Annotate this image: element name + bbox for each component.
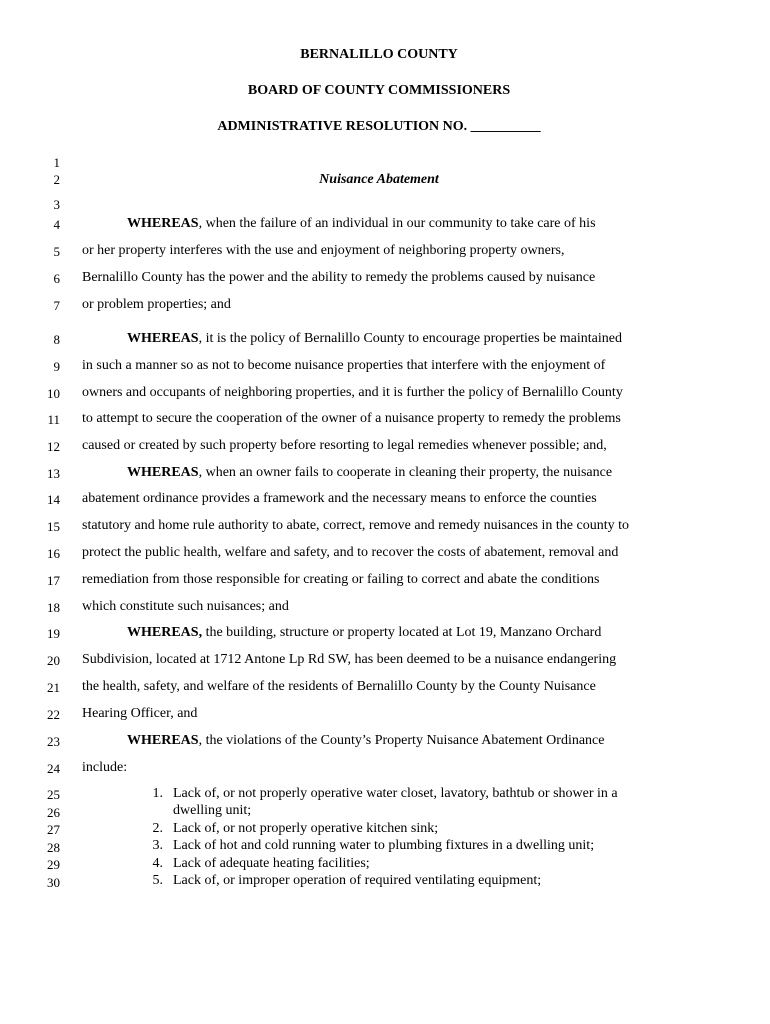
line-number: 22: [47, 707, 60, 722]
body-line: Bernalillo County has the power and the ability to remedy the problems caused by nuisance: [82, 270, 596, 285]
line-number: 18: [47, 600, 60, 615]
body-line: statutory and home rule authority to abate, correct, remove and remedy nuisances in the county to: [82, 518, 629, 533]
body-line: Subdivision, located at 1712 Antone Lp Rd SW, has been deemed to be a nuisance endangering: [82, 652, 617, 667]
line-number: 5: [53, 244, 60, 259]
line-number: 6: [53, 271, 60, 286]
whereas-keyword: WHEREAS: [127, 733, 199, 748]
whereas-keyword: WHEREAS: [127, 331, 199, 346]
list-item-number: 3.: [152, 838, 163, 853]
body-line: Hearing Officer, and: [82, 706, 198, 721]
line-number: 23: [47, 734, 60, 749]
body-line: include:: [82, 760, 128, 775]
body-line: in such a manner so as not to become nuisance properties that interfere with the enjoyment of: [82, 358, 606, 373]
line-number: 21: [47, 680, 60, 695]
line-number: 24: [47, 761, 60, 776]
body-line: protect the public health, welfare and safety, and to recover the costs of abatement, removal and: [82, 545, 619, 560]
body-line: caused or created by such property before resorting to legal remedies whenever possible; and,: [82, 438, 607, 453]
line-number: 10: [47, 386, 60, 401]
list-item: Lack of, or not properly operative kitchen sink;: [173, 821, 439, 836]
list-item: Lack of adequate heating facilities;: [173, 856, 370, 871]
line-number: 29: [47, 857, 60, 872]
line-number: 19: [47, 626, 60, 641]
body-line: WHEREAS, the building, structure or property located at Lot 19, Manzano Orchard: [127, 625, 602, 640]
list-item-number: 5.: [152, 873, 163, 888]
line-number: 14: [47, 492, 60, 507]
line-number: 11: [47, 412, 60, 427]
list-item-continuation: dwelling unit;: [173, 803, 252, 818]
body-line: remediation from those responsible for creating or failing to correct and abate the conditions: [82, 572, 600, 587]
line-number: 1: [53, 155, 60, 170]
body-line: WHEREAS, it is the policy of Bernalillo County to encourage properties be maintained: [127, 331, 622, 346]
line-number: 8: [53, 332, 60, 347]
body-line: owners and occupants of neighboring properties, and it is further the policy of Bernalillo County: [82, 385, 623, 400]
body-line: or problem properties; and: [82, 297, 231, 312]
line-number: 30: [47, 875, 60, 890]
list-item-number: 1.: [152, 786, 163, 801]
list-item-number: 2.: [152, 821, 163, 836]
line-number: 2: [53, 172, 60, 187]
line-number: 12: [47, 439, 60, 454]
resolution-heading: ADMINISTRATIVE RESOLUTION NO. __________: [217, 119, 541, 134]
list-item: Lack of, or improper operation of required ventilating equipment;: [173, 873, 542, 888]
body-line: which constitute such nuisances; and: [82, 599, 289, 614]
whereas-keyword: WHEREAS,: [127, 625, 203, 640]
line-number: 15: [47, 519, 60, 534]
line-number: 9: [53, 359, 60, 374]
line-number: 7: [53, 298, 60, 313]
body-line: or her property interferes with the use and enjoyment of neighboring property owners,: [82, 243, 565, 258]
county-heading: BERNALILLO COUNTY: [300, 47, 458, 62]
whereas-keyword: WHEREAS: [127, 216, 199, 231]
body-line: the health, safety, and welfare of the residents of Bernalillo County by the County Nuisance: [82, 679, 596, 694]
whereas-keyword: WHEREAS: [127, 465, 199, 480]
body-line: WHEREAS, when an owner fails to cooperate in cleaning their property, the nuisance: [127, 465, 613, 480]
list-item: Lack of, or not properly operative water closet, lavatory, bathtub or shower in a: [173, 786, 618, 801]
line-number: 25: [47, 787, 60, 802]
body-line: WHEREAS, the violations of the County’s Property Nuisance Abatement Ordinance: [127, 733, 605, 748]
body-line: to attempt to secure the cooperation of the owner of a nuisance property to remedy the problems: [82, 411, 621, 426]
document-subtitle: Nuisance Abatement: [319, 172, 439, 187]
list-item: Lack of hot and cold running water to plumbing fixtures in a dwelling unit;: [173, 838, 595, 853]
body-line: abatement ordinance provides a framework and the necessary means to enforce the counties: [82, 491, 597, 506]
line-number: 4: [53, 217, 60, 232]
line-number: 26: [47, 805, 60, 820]
line-number: 20: [47, 653, 60, 668]
line-number: 17: [47, 573, 60, 588]
list-item-number: 4.: [152, 856, 163, 871]
line-number: 16: [47, 546, 60, 561]
line-number: 3: [53, 197, 60, 212]
line-number: 13: [47, 466, 60, 481]
line-number: 28: [47, 840, 60, 855]
line-number: 27: [47, 822, 60, 837]
board-heading: BOARD OF COUNTY COMMISSIONERS: [247, 83, 511, 98]
body-line: WHEREAS, when the failure of an individual in our community to take care of his: [127, 216, 596, 231]
